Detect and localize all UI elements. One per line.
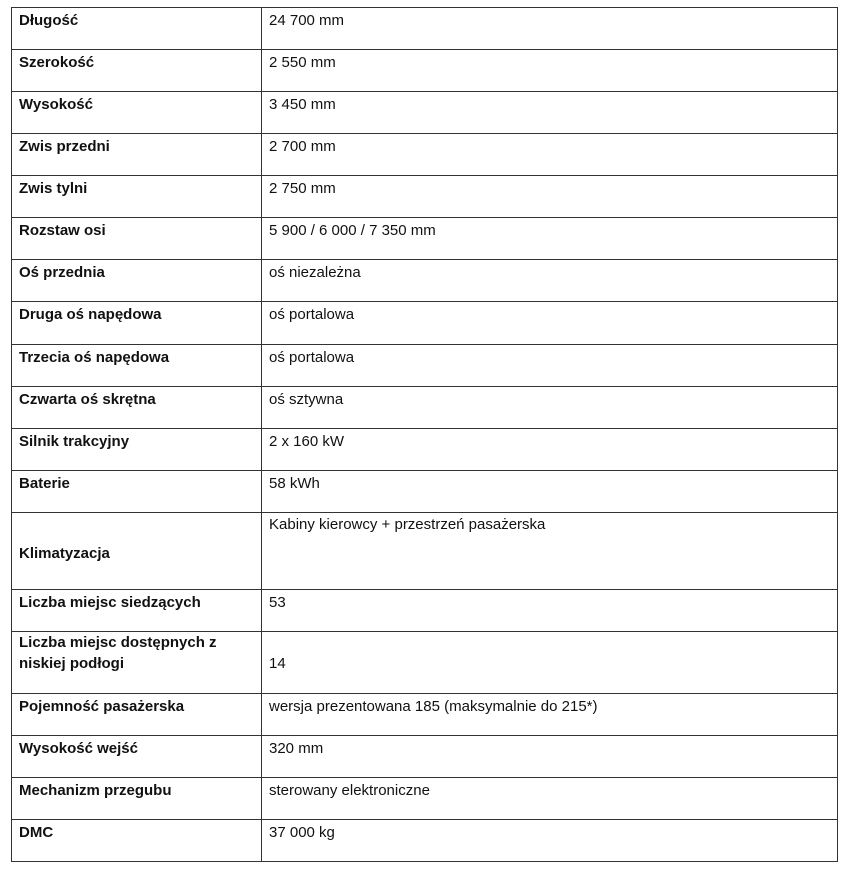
- row-value: 37 000 kg: [262, 820, 838, 862]
- row-value: 320 mm: [262, 736, 838, 778]
- table-row: [12, 694, 838, 736]
- table-row: [12, 50, 838, 92]
- table-row: [12, 387, 838, 429]
- row-label: Zwis przedni: [12, 134, 262, 176]
- row-value: 2 550 mm: [262, 50, 838, 92]
- row-value: oś niezależna: [262, 260, 838, 302]
- row-value: oś portalowa: [262, 302, 838, 345]
- table-row: [12, 736, 838, 778]
- table-row: [12, 590, 838, 632]
- table-row: [12, 632, 838, 694]
- row-label: Mechanizm przegubu: [12, 778, 262, 820]
- row-label: Rozstaw osi: [12, 218, 262, 260]
- row-label: Liczba miejsc dostępnych z niskiej podłogi: [12, 632, 262, 694]
- row-value: wersja prezentowana 185 (maksymalnie do 215*): [262, 694, 838, 736]
- row-value: Kabiny kierowcy + przestrzeń pasażerska: [262, 513, 838, 590]
- row-value: 3 450 mm: [262, 92, 838, 134]
- row-label: Baterie: [12, 471, 262, 513]
- row-label: Liczba miejsc siedzących: [12, 590, 262, 632]
- row-label: Trzecia oś napędowa: [12, 345, 262, 387]
- specification-table: [11, 7, 838, 862]
- row-value: 2 750 mm: [262, 176, 838, 218]
- table-row: [12, 345, 838, 387]
- row-label: Pojemność pasażerska: [12, 694, 262, 736]
- row-label: Druga oś napędowa: [12, 302, 262, 345]
- table-row: [12, 471, 838, 513]
- row-label: Długość: [12, 8, 262, 50]
- table-row: [12, 8, 838, 50]
- table-row: [12, 260, 838, 302]
- row-value: 58 kWh: [262, 471, 838, 513]
- table-row: [12, 134, 838, 176]
- row-label: Czwarta oś skrętna: [12, 387, 262, 429]
- row-label: Szerokość: [12, 50, 262, 92]
- row-value: 2 x 160 kW: [262, 429, 838, 471]
- row-value: sterowany elektroniczne: [262, 778, 838, 820]
- row-label: Silnik trakcyjny: [12, 429, 262, 471]
- row-value: 14: [262, 632, 838, 694]
- table-row: [12, 176, 838, 218]
- row-label: Wysokość wejść: [12, 736, 262, 778]
- table-row: [12, 778, 838, 820]
- row-label: DMC: [12, 820, 262, 862]
- table-row: [12, 513, 838, 590]
- row-value: 53: [262, 590, 838, 632]
- row-label: Zwis tylni: [12, 176, 262, 218]
- row-label: Wysokość: [12, 92, 262, 134]
- row-value: oś portalowa: [262, 345, 838, 387]
- table-row: [12, 218, 838, 260]
- row-label: Oś przednia: [12, 260, 262, 302]
- table-row: [12, 429, 838, 471]
- row-value: oś sztywna: [262, 387, 838, 429]
- table-row: [12, 820, 838, 862]
- table-row: [12, 302, 838, 345]
- row-value: 24 700 mm: [262, 8, 838, 50]
- table-row: [12, 92, 838, 134]
- row-value: 5 900 / 6 000 / 7 350 mm: [262, 218, 838, 260]
- row-label: Klimatyzacja: [12, 513, 262, 590]
- row-value: 2 700 mm: [262, 134, 838, 176]
